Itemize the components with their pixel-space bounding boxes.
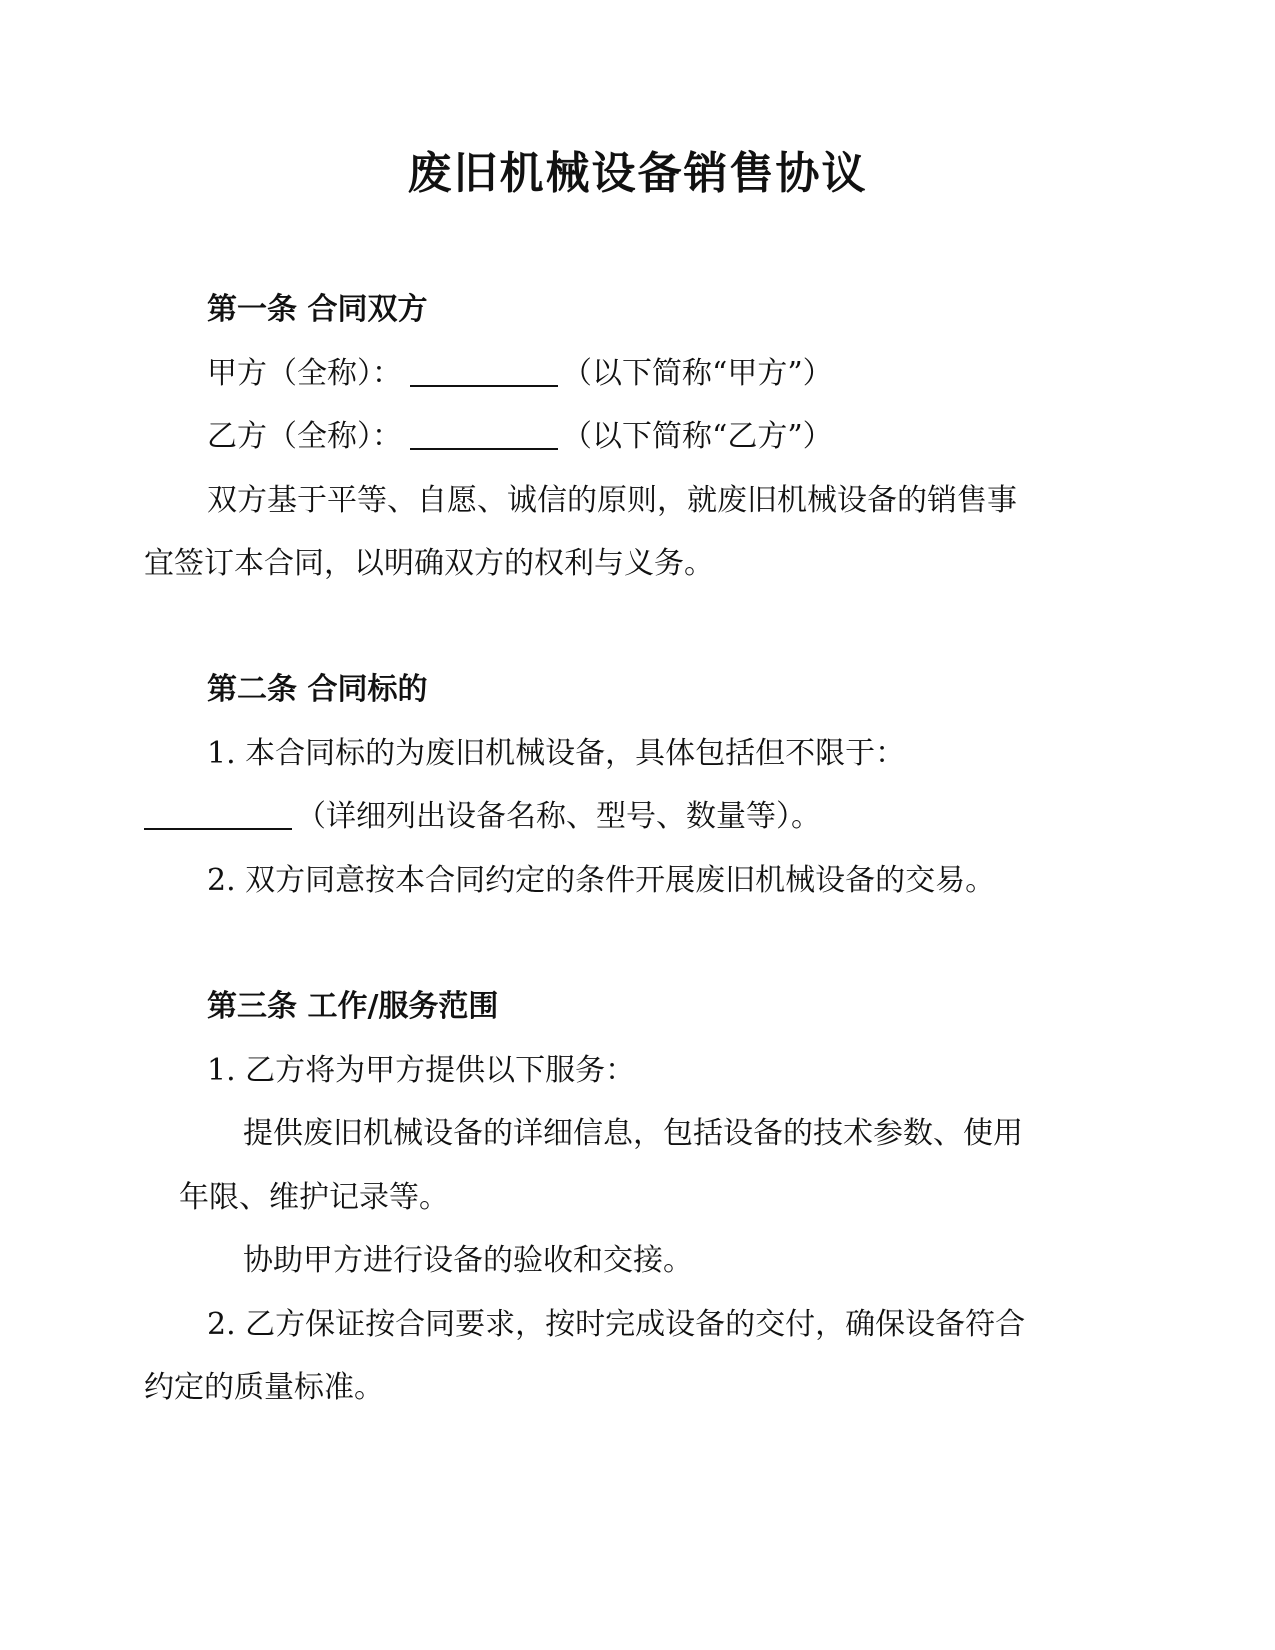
equipment-list-blank	[144, 798, 292, 830]
section-2-heading: 第二条 合同标的	[207, 672, 428, 707]
equipment-list-note: （详细列出设备名称、型号、数量等）。	[296, 799, 821, 834]
intro-paragraph-line-2: 宜签订本合同，以明确双方的权利与义务。	[144, 546, 714, 581]
section-3-sub-1-line-1: 提供废旧机械设备的详细信息，包括设备的技术参数、使用	[243, 1116, 1023, 1151]
party-a-label: 甲方（全称）：	[207, 356, 402, 391]
section-3-sub-2: 协助甲方进行设备的验收和交接。	[243, 1243, 693, 1278]
party-a-line	[207, 354, 833, 394]
section-2-item-1-line-2	[144, 797, 821, 837]
section-1-heading: 第一条 合同双方	[207, 292, 428, 327]
party-b-line	[207, 417, 833, 457]
party-b-label: 乙方（全称）：	[207, 419, 402, 454]
party-b-suffix: （以下简称“乙方”）	[562, 419, 833, 454]
section-2-item-1-line-1: 1. 本合同标的为废旧机械设备，具体包括但不限于：	[207, 736, 906, 771]
party-a-blank	[410, 355, 558, 387]
section-3-heading: 第三条 工作/服务范围	[207, 989, 499, 1024]
document-title: 废旧机械设备销售协议	[407, 148, 868, 199]
section-3-sub-1-line-2: 年限、维护记录等。	[179, 1180, 449, 1215]
section-3-item-1: 1. 乙方将为甲方提供以下服务：	[207, 1053, 636, 1088]
party-b-blank	[410, 418, 558, 450]
intro-paragraph-line-1: 双方基于平等、自愿、诚信的原则，就废旧机械设备的销售事	[207, 483, 1017, 518]
party-a-suffix: （以下简称“甲方”）	[562, 356, 833, 391]
section-3-item-2-line-1: 2. 乙方保证按合同要求，按时完成设备的交付，确保设备符合	[207, 1307, 1026, 1342]
section-3-item-2-line-2: 约定的质量标准。	[144, 1370, 384, 1405]
section-2-item-2: 2. 双方同意按本合同约定的条件开展废旧机械设备的交易。	[207, 863, 996, 898]
